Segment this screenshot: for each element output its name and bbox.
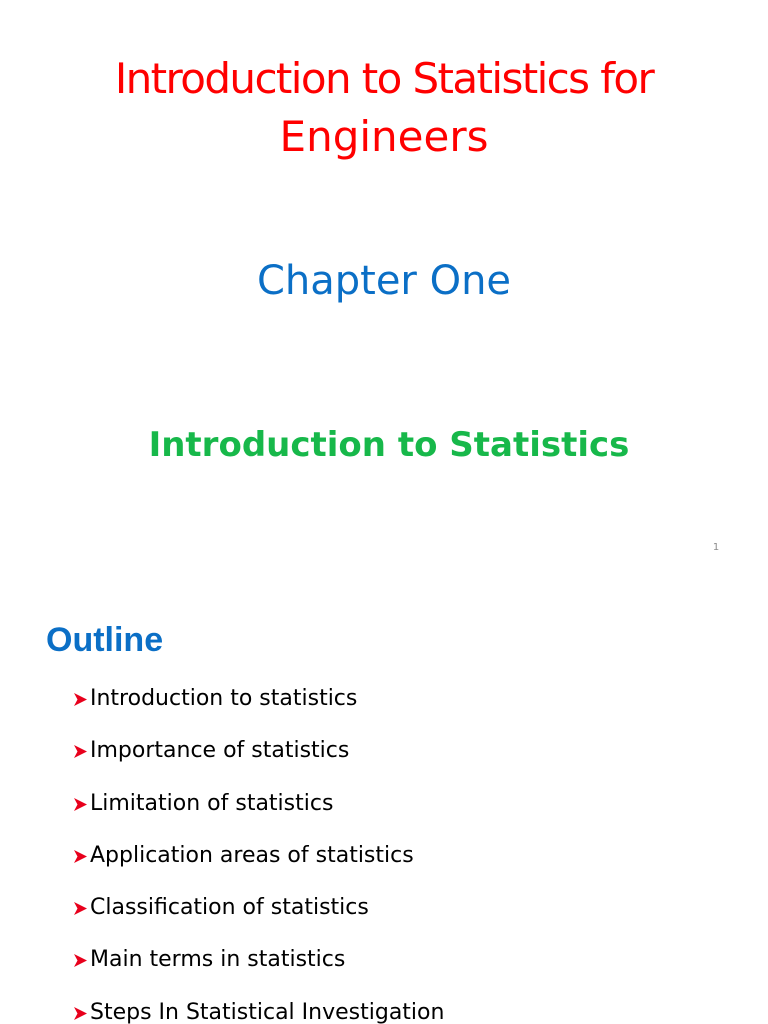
arrowhead-bullet-shape <box>74 850 87 863</box>
arrowhead-bullet-shape <box>74 745 87 758</box>
arrowhead-bullet-icon <box>72 841 90 871</box>
arrowhead-bullet-icon <box>72 893 90 923</box>
page-number: 1 <box>712 542 720 553</box>
arrowhead-bullet-icon <box>72 684 90 714</box>
outline-item-text: Importance of statistics <box>90 738 350 764</box>
outline-item-text: Main terms in statistics <box>90 947 346 973</box>
outline-item-text: Steps In Statistical Investigation <box>90 999 445 1024</box>
presentation-title-line-2: Engineers <box>279 112 489 161</box>
arrowhead-bullet-icon <box>72 945 90 975</box>
arrowhead-bullet-icon <box>72 789 90 819</box>
chapter-label: Chapter One <box>256 258 512 304</box>
outline-item-text: Classification of statistics <box>90 895 369 921</box>
arrowhead-bullet-shape <box>74 693 87 706</box>
chapter-subtitle: Introduction to Statistics <box>148 425 630 465</box>
outline-list-item <box>72 841 752 893</box>
arrowhead-bullet-shape <box>74 798 87 811</box>
outline-list-item <box>72 893 752 945</box>
outline-item-text: Limitation of statistics <box>90 790 334 816</box>
outline-heading: Outline <box>46 621 164 659</box>
arrowhead-bullet-icon <box>72 736 90 766</box>
outline-item-text: Application areas of statistics <box>90 842 414 868</box>
arrowhead-bullet-icon <box>72 998 90 1024</box>
outline-list-item <box>72 789 752 841</box>
outline-list-item <box>72 998 752 1024</box>
arrowhead-bullet-shape <box>74 1007 87 1020</box>
outline-list-item <box>72 736 752 788</box>
arrowhead-bullet-shape <box>74 902 87 915</box>
outline-slide <box>0 580 768 1024</box>
outline-list-item <box>72 945 752 997</box>
presentation-title-line-1: Introduction to Statistics for <box>114 54 654 103</box>
arrowhead-bullet-shape <box>74 954 87 967</box>
outline-list-item <box>72 684 752 736</box>
outline-item-text: Introduction to statistics <box>90 686 358 711</box>
outline-list <box>72 684 752 1024</box>
